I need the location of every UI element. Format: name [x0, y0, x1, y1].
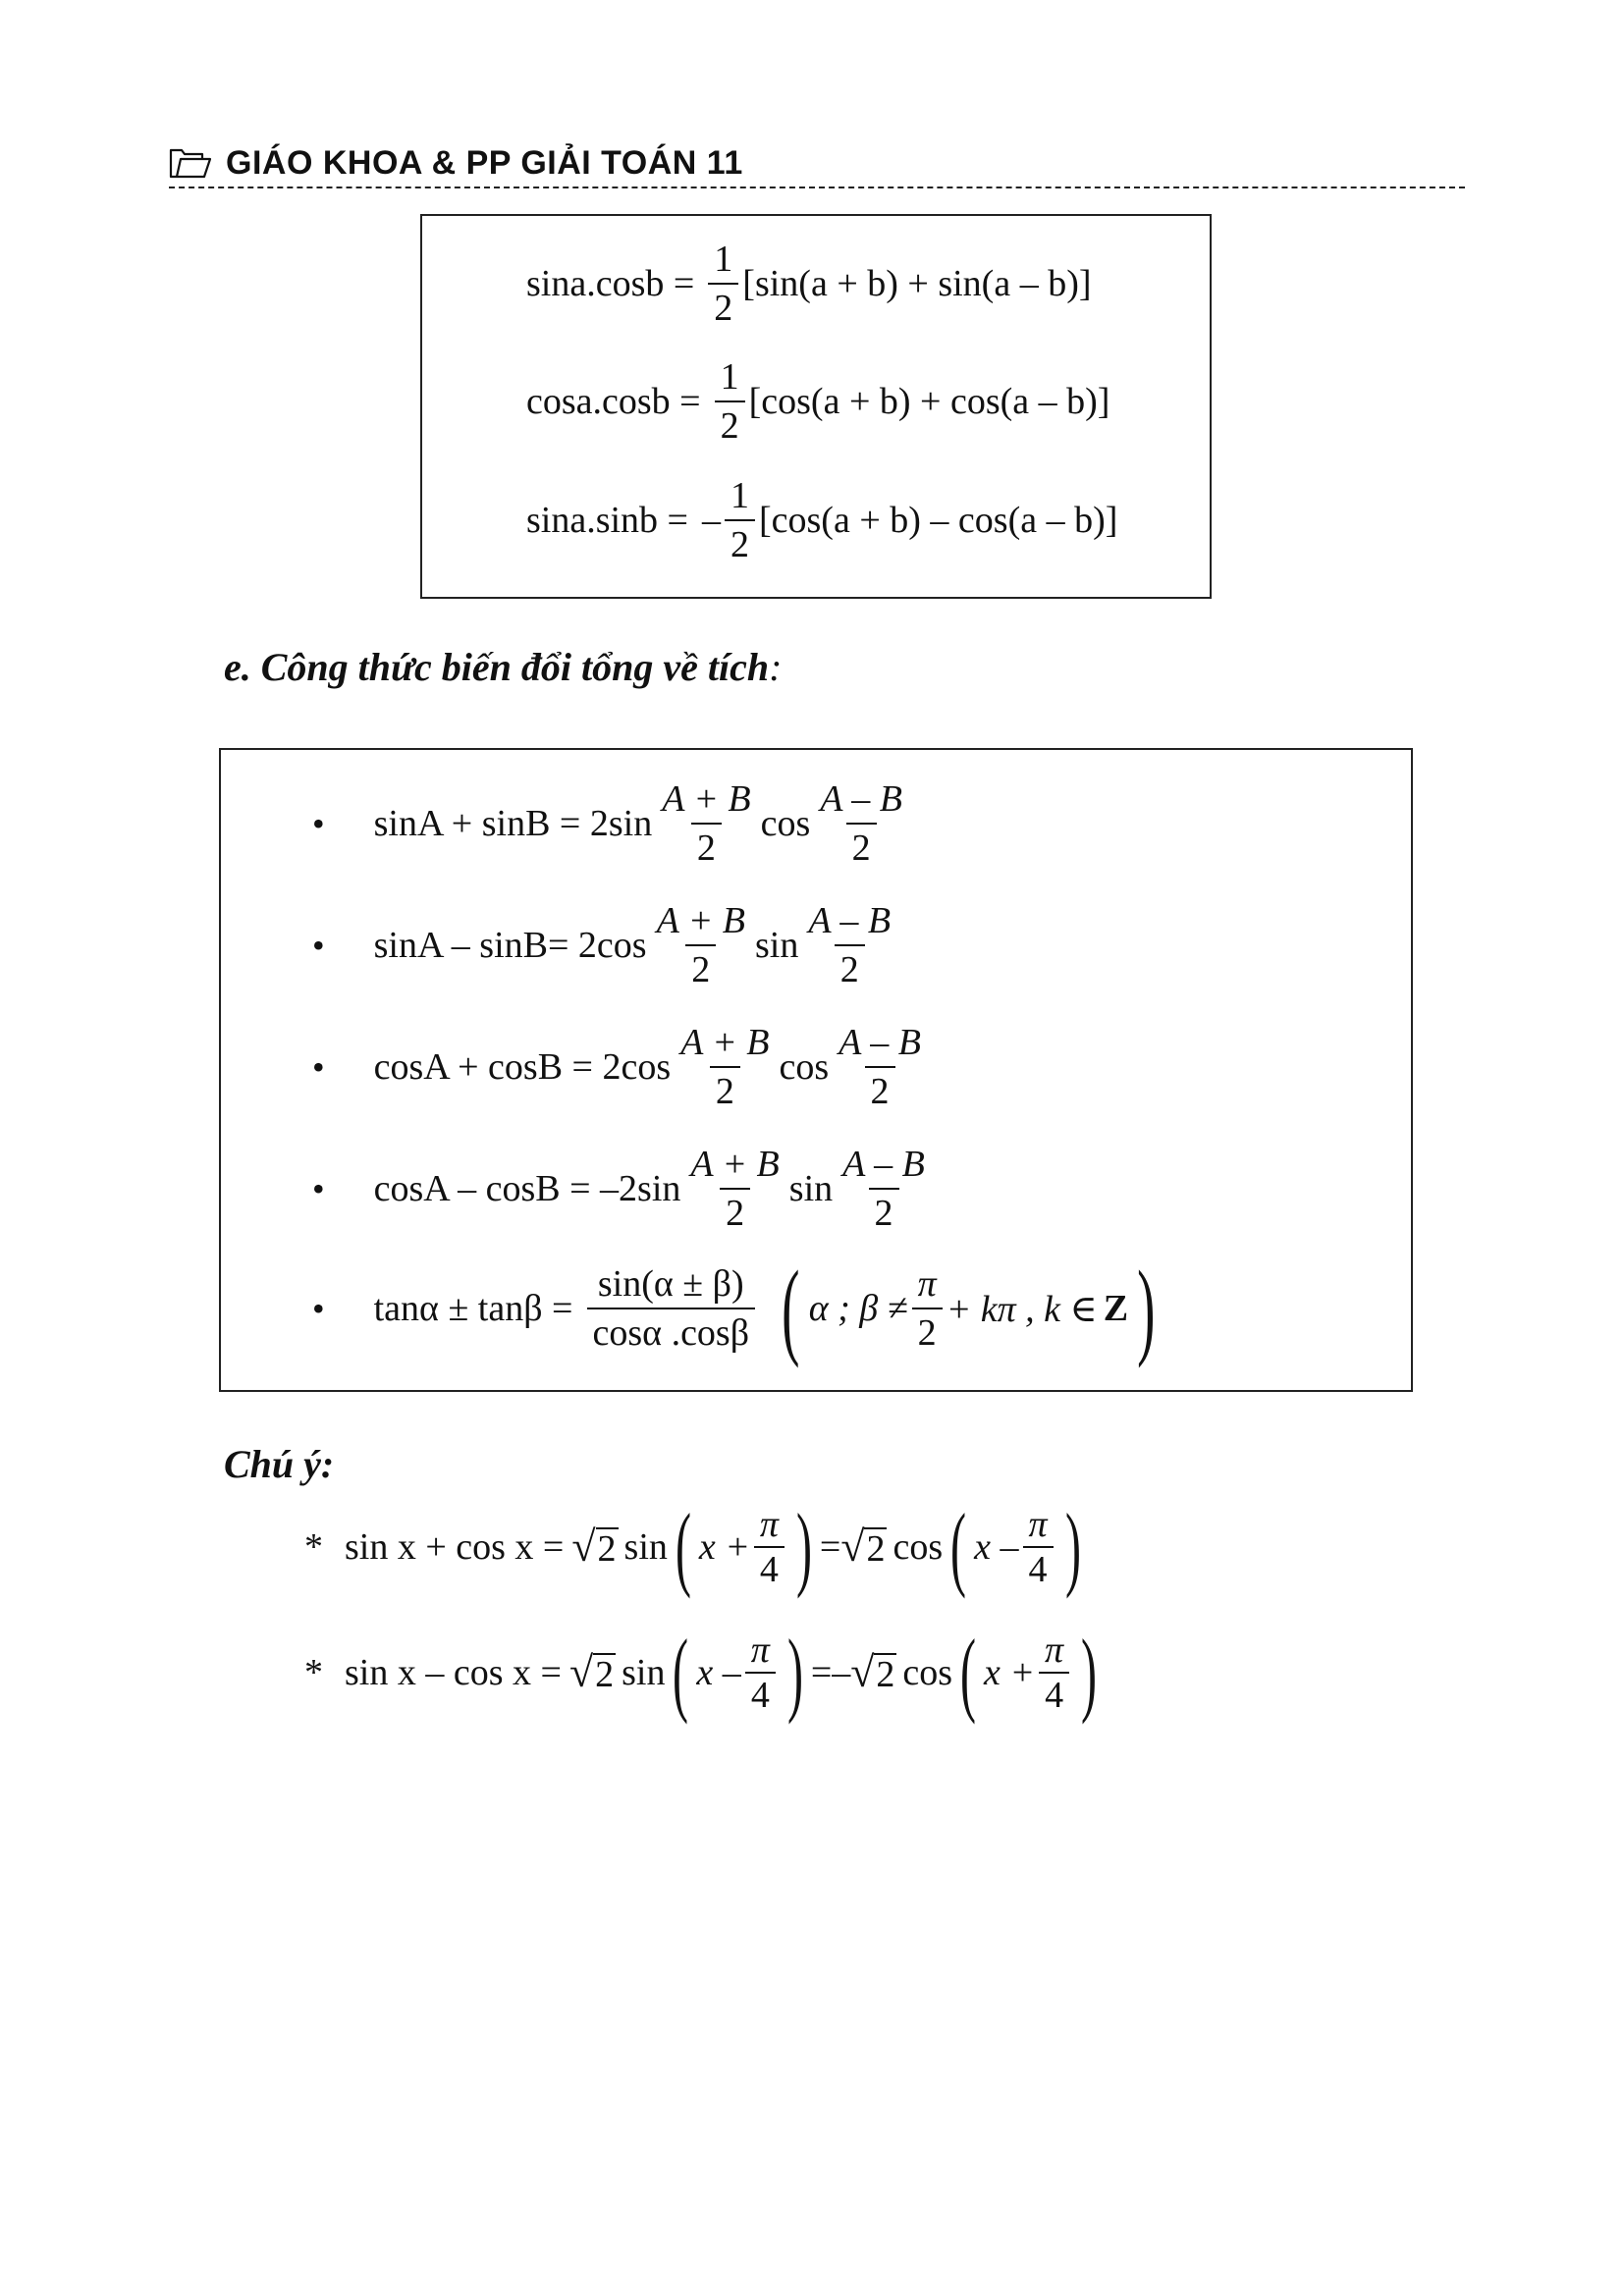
- fraction-denominator: 2: [846, 823, 877, 872]
- square-root: √ 2: [571, 1522, 617, 1571]
- formula-function: sin: [754, 925, 799, 966]
- fraction-denominator: 2: [715, 400, 745, 450]
- argument: x –: [974, 1526, 1019, 1568]
- formula-sinA-plus-sinB: [312, 775, 912, 872]
- fraction-denominator: 4: [745, 1672, 776, 1717]
- equals: =: [819, 1526, 841, 1568]
- note-heading: Chú ý:: [224, 1442, 335, 1486]
- fraction-denominator: 2: [865, 1066, 895, 1115]
- fraction: [745, 1629, 776, 1717]
- fraction-numerator: 1: [714, 239, 733, 280]
- fraction-denominator: 2: [835, 944, 865, 993]
- fraction: [802, 897, 896, 993]
- fraction: [656, 775, 756, 872]
- page-header: [169, 139, 743, 187]
- right-paren: ): [1137, 1249, 1156, 1368]
- fraction-denominator: 2: [720, 1188, 750, 1237]
- right-paren: ): [795, 1494, 812, 1599]
- fraction: [754, 1503, 784, 1591]
- bullet: •: [312, 804, 325, 843]
- fraction-denominator: 2: [691, 823, 722, 872]
- left-paren: (: [782, 1249, 800, 1368]
- fraction: [715, 353, 745, 450]
- left-paren: (: [673, 1620, 689, 1725]
- fraction: [833, 1019, 927, 1115]
- fraction-numerator: sin(α ± β): [597, 1263, 744, 1305]
- folder-icon: [169, 147, 212, 179]
- fraction-denominator: 4: [1039, 1672, 1069, 1717]
- left-paren: (: [950, 1494, 967, 1599]
- fraction-denominator: 2: [912, 1308, 943, 1357]
- formula-lhs: sina.cosb =: [526, 263, 695, 304]
- formula-rhs: [cos(a + b) + cos(a – b)]: [748, 381, 1110, 422]
- formula-lhs: sin x – cos x =: [345, 1652, 562, 1693]
- formula-function: sin: [623, 1526, 668, 1568]
- condition-left: α ; β ≠: [808, 1288, 908, 1329]
- fraction-numerator: π: [1028, 1504, 1048, 1545]
- right-paren: ): [1081, 1620, 1098, 1725]
- formula-lhs: sin x + cos x =: [345, 1526, 565, 1568]
- fraction-numerator: 1: [720, 356, 739, 398]
- fraction: [708, 236, 738, 332]
- right-paren: ): [786, 1620, 803, 1725]
- fraction: [725, 472, 755, 568]
- fraction-numerator: A + B: [656, 900, 745, 941]
- section-title: e. Công thức biến đổi tổng về tích: [224, 645, 770, 689]
- fraction: [814, 775, 908, 872]
- formula-sign: –: [832, 1652, 851, 1693]
- integer-set: Z: [1103, 1288, 1129, 1329]
- note-sin-plus-cos: [304, 1494, 1089, 1599]
- left-paren: (: [960, 1620, 977, 1725]
- fraction-numerator: 1: [730, 475, 749, 516]
- square-root: √ 2: [840, 1522, 886, 1571]
- header-title: GIÁO KHOA & PP GIẢI TOÁN 11: [226, 143, 743, 182]
- fraction-denominator: 2: [685, 944, 716, 993]
- fraction-denominator: cosα .cosβ: [587, 1308, 756, 1357]
- fraction-denominator: 4: [1023, 1546, 1054, 1591]
- formula-function: sin: [788, 1168, 834, 1209]
- bullet: •: [312, 1169, 325, 1208]
- fraction-denominator: 2: [869, 1188, 899, 1237]
- fraction-numerator: A – B: [808, 900, 892, 941]
- fraction: [837, 1141, 931, 1237]
- fraction-numerator: A – B: [839, 1022, 921, 1063]
- formula-sinA-minus-sinB: [312, 897, 900, 993]
- formula-function: cos: [760, 803, 811, 844]
- square-root: √ 2: [850, 1648, 895, 1696]
- star-marker: *: [304, 1652, 323, 1693]
- fraction-numerator: π: [1045, 1629, 1064, 1671]
- formula-sin-sin: [526, 472, 1117, 568]
- square-root: √ 2: [568, 1648, 615, 1696]
- formula-lhs: cosA – cosB = –2sin: [373, 1168, 681, 1209]
- formula-rhs: [cos(a + b) – cos(a – b)]: [759, 500, 1118, 541]
- fraction-numerator: π: [759, 1504, 779, 1545]
- fraction-numerator: A + B: [662, 778, 751, 820]
- formula-lhs: sina.sinb =: [526, 500, 688, 541]
- bullet: •: [312, 1289, 325, 1328]
- formula-cosA-minus-cosB: [312, 1141, 935, 1237]
- fraction: [1022, 1503, 1053, 1591]
- note-sin-minus-cos: [304, 1620, 1105, 1725]
- fraction-numerator: A + B: [680, 1022, 770, 1063]
- fraction-denominator: 2: [725, 519, 755, 568]
- formula-tan-sum: [312, 1249, 1164, 1368]
- formula-function: sin: [622, 1652, 666, 1693]
- fraction-numerator: A – B: [820, 778, 902, 820]
- section-colon: :: [769, 645, 783, 689]
- fraction-numerator: π: [750, 1629, 770, 1671]
- formula-function: cos: [902, 1652, 953, 1693]
- star-marker: *: [304, 1526, 323, 1568]
- radicand: 2: [876, 1654, 895, 1695]
- formula-lhs: sinA – sinB= 2cos: [373, 925, 647, 966]
- formula-lhs: sinA + sinB = 2sin: [373, 803, 653, 844]
- fraction-numerator: π: [917, 1263, 937, 1305]
- formula-sign: –: [702, 500, 721, 541]
- radicand: 2: [595, 1654, 615, 1695]
- fraction: [587, 1260, 756, 1357]
- bullet: •: [312, 1047, 325, 1087]
- argument: x –: [696, 1652, 741, 1693]
- bullet: •: [312, 926, 325, 965]
- formula-cos-cos: [526, 353, 1109, 450]
- formula-cosA-plus-cosB: [312, 1019, 931, 1115]
- fraction: [675, 1019, 775, 1115]
- argument: x +: [698, 1526, 750, 1568]
- section-e-heading: [224, 644, 782, 690]
- formula-lhs: tanα ± tanβ =: [373, 1288, 573, 1329]
- equals: =: [810, 1652, 833, 1693]
- condition-right: + kπ , k ∈: [946, 1288, 1098, 1330]
- formula-function: cos: [779, 1046, 830, 1088]
- right-paren: ): [1064, 1494, 1081, 1599]
- fraction-numerator: A + B: [690, 1144, 780, 1185]
- fraction-denominator: 4: [754, 1546, 784, 1591]
- fraction: [912, 1260, 943, 1357]
- fraction-denominator: 2: [710, 1066, 740, 1115]
- formula-lhs: cosa.cosb =: [526, 381, 701, 422]
- fraction-numerator: A – B: [842, 1144, 925, 1185]
- formula-rhs: [sin(a + b) + sin(a – b)]: [742, 263, 1092, 304]
- left-paren: (: [675, 1494, 691, 1599]
- formula-function: cos: [893, 1526, 944, 1568]
- formula-sin-cos: [526, 236, 1092, 332]
- argument: x +: [984, 1652, 1036, 1693]
- fraction: [651, 897, 751, 993]
- header-rule: [169, 187, 1465, 188]
- fraction: [684, 1141, 784, 1237]
- fraction-denominator: 2: [708, 283, 738, 332]
- radicand: 2: [597, 1528, 617, 1570]
- fraction: [1039, 1629, 1069, 1717]
- formula-lhs: cosA + cosB = 2cos: [373, 1046, 672, 1088]
- radicand: 2: [866, 1528, 886, 1570]
